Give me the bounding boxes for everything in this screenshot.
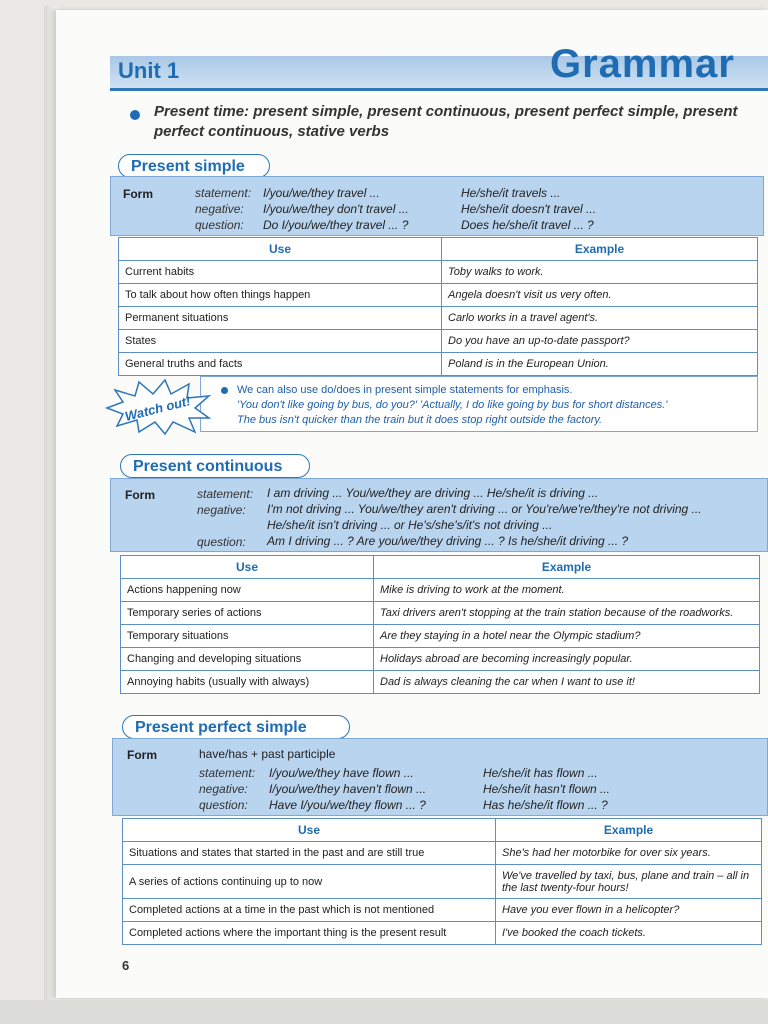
unit-title: Unit 1 — [118, 58, 180, 83]
negative-singular: He/she/it doesn't travel ... — [461, 202, 597, 216]
negative-plural: I/you/we/they don't travel ... — [263, 202, 409, 216]
question-singular: Has he/she/it flown ... ? — [483, 798, 608, 812]
table-row — [119, 261, 758, 284]
example-cell: Have you ever flown in a helicopter? — [496, 899, 762, 922]
use-cell: Temporary situations — [121, 625, 374, 648]
table-row — [121, 579, 760, 602]
negative-singular: He/she/it hasn't flown ... — [483, 782, 611, 796]
watch-out-line-3: The bus isn't quicker than the train but it does stop right outside the factory. — [237, 414, 603, 426]
question-plural: Have I/you/we/they flown ... ? — [269, 798, 426, 812]
table-row — [123, 865, 762, 899]
present-simple-table — [118, 237, 758, 376]
example-cell: Taxi drivers aren't stopping at the train station because of the roadworks. — [374, 602, 760, 625]
use-cell: Actions happening now — [121, 579, 374, 602]
table-row — [121, 671, 760, 694]
question-label: question: — [197, 535, 246, 549]
question-label: question: — [195, 218, 244, 232]
statement-plural: I/you/we/they travel ... — [263, 186, 380, 200]
example-cell: Angela doesn't visit us very often. — [442, 284, 758, 307]
present-continuous-table — [120, 555, 760, 694]
table-row — [121, 602, 760, 625]
statement-text: I am driving ... You/we/they are driving ... He/she/it is driving ... — [267, 486, 599, 500]
present-simple-form-box — [110, 176, 764, 236]
table-row — [119, 353, 758, 376]
example-cell: We've travelled by taxi, bus, plane and train – all in the last twenty-four hours! — [496, 865, 762, 899]
use-header: Use — [121, 556, 374, 579]
table-row — [119, 307, 758, 330]
statement-label: statement: — [195, 186, 252, 200]
watch-out-line-2: 'You don't like going by bus, do you?' 'Actually, I do like going by bus for short distances.' — [237, 399, 668, 411]
use-cell: Situations and states that started in the past and are still true — [123, 842, 496, 865]
bullet-icon — [221, 387, 228, 394]
use-cell: Completed actions at a time in the past which is not mentioned — [123, 899, 496, 922]
table-row — [119, 284, 758, 307]
example-header: Example — [374, 556, 760, 579]
form-rule: have/has + past participle — [199, 747, 336, 761]
section-title: Grammar — [550, 42, 735, 86]
use-cell: Completed actions where the important thing is the present result — [123, 922, 496, 945]
question-text: Am I driving ... ? Are you/we/they driving ... ? Is he/she/it driving ... ? — [267, 534, 629, 548]
example-cell: She's had her motorbike for over six years. — [496, 842, 762, 865]
negative-label: negative: — [197, 503, 246, 517]
present-perfect-form-box — [112, 738, 768, 816]
use-cell: Current habits — [119, 261, 442, 284]
intro-heading: Present time: present simple, present continuous, present perfect simple, present perfect continuous, stative verbs — [154, 103, 738, 140]
example-cell: Carlo works in a travel agent's. — [442, 307, 758, 330]
watch-out-burst-icon — [103, 378, 213, 436]
use-cell: States — [119, 330, 442, 353]
example-cell: Holidays abroad are becoming increasingly popular. — [374, 648, 760, 671]
use-cell: General truths and facts — [119, 353, 442, 376]
present-continuous-form-box — [110, 478, 768, 552]
example-cell: Mike is driving to work at the moment. — [374, 579, 760, 602]
statement-singular: He/she/it has flown ... — [483, 766, 598, 780]
example-header: Example — [496, 819, 762, 842]
present-simple-title: Present simple — [118, 154, 270, 178]
table-row — [123, 922, 762, 945]
page-number: 6 — [122, 958, 130, 973]
example-cell: Are they staying in a hotel near the Olympic stadium? — [374, 625, 760, 648]
table-row — [119, 330, 758, 353]
bottom-shadow — [0, 1000, 768, 1024]
example-cell: Poland is in the European Union. — [442, 353, 758, 376]
example-cell: Toby walks to work. — [442, 261, 758, 284]
statement-plural: I/you/we/they have flown ... — [269, 766, 414, 780]
statement-label: statement: — [197, 487, 254, 501]
present-perfect-table — [122, 818, 762, 945]
use-cell: Annoying habits (usually with always) — [121, 671, 374, 694]
question-singular: Does he/she/it travel ... ? — [461, 218, 594, 232]
negative-label: negative: — [195, 202, 244, 216]
use-cell: To talk about how often things happen — [119, 284, 442, 307]
present-continuous-title: Present continuous — [120, 454, 310, 478]
form-label: Form — [123, 187, 153, 201]
watch-out-box — [200, 376, 758, 432]
bullet-icon — [130, 110, 140, 120]
table-row — [123, 899, 762, 922]
use-cell: Permanent situations — [119, 307, 442, 330]
use-header: Use — [123, 819, 496, 842]
table-row — [123, 842, 762, 865]
question-label: question: — [199, 798, 248, 812]
use-cell: A series of actions continuing up to now — [123, 865, 496, 899]
example-cell: Do you have an up-to-date passport? — [442, 330, 758, 353]
use-header: Use — [119, 238, 442, 261]
negative-plural: I/you/we/they haven't flown ... — [269, 782, 427, 796]
watch-out-label: Watch out! — [123, 393, 192, 424]
question-plural: Do I/you/we/they travel ... ? — [263, 218, 409, 232]
example-cell: Dad is always cleaning the car when I want to use it! — [374, 671, 760, 694]
use-cell: Changing and developing situations — [121, 648, 374, 671]
form-label: Form — [127, 748, 157, 762]
table-row — [121, 625, 760, 648]
example-cell: I've booked the coach tickets. — [496, 922, 762, 945]
statement-label: statement: — [199, 766, 256, 780]
negative-label: negative: — [199, 782, 248, 796]
watch-out-line-1: We can also use do/does in present simple statements for emphasis. — [237, 384, 573, 396]
present-perfect-title: Present perfect simple — [122, 715, 350, 739]
negative-text-2: He/she/it isn't driving ... or He's/she's/it's not driving ... — [267, 518, 553, 532]
negative-text-1: I'm not driving ... You/we/they aren't driving ... or You're/we're/they're not driving ... — [267, 502, 702, 516]
example-header: Example — [442, 238, 758, 261]
form-label: Form — [125, 488, 155, 502]
statement-singular: He/she/it travels ... — [461, 186, 561, 200]
use-cell: Temporary series of actions — [121, 602, 374, 625]
table-row — [121, 648, 760, 671]
